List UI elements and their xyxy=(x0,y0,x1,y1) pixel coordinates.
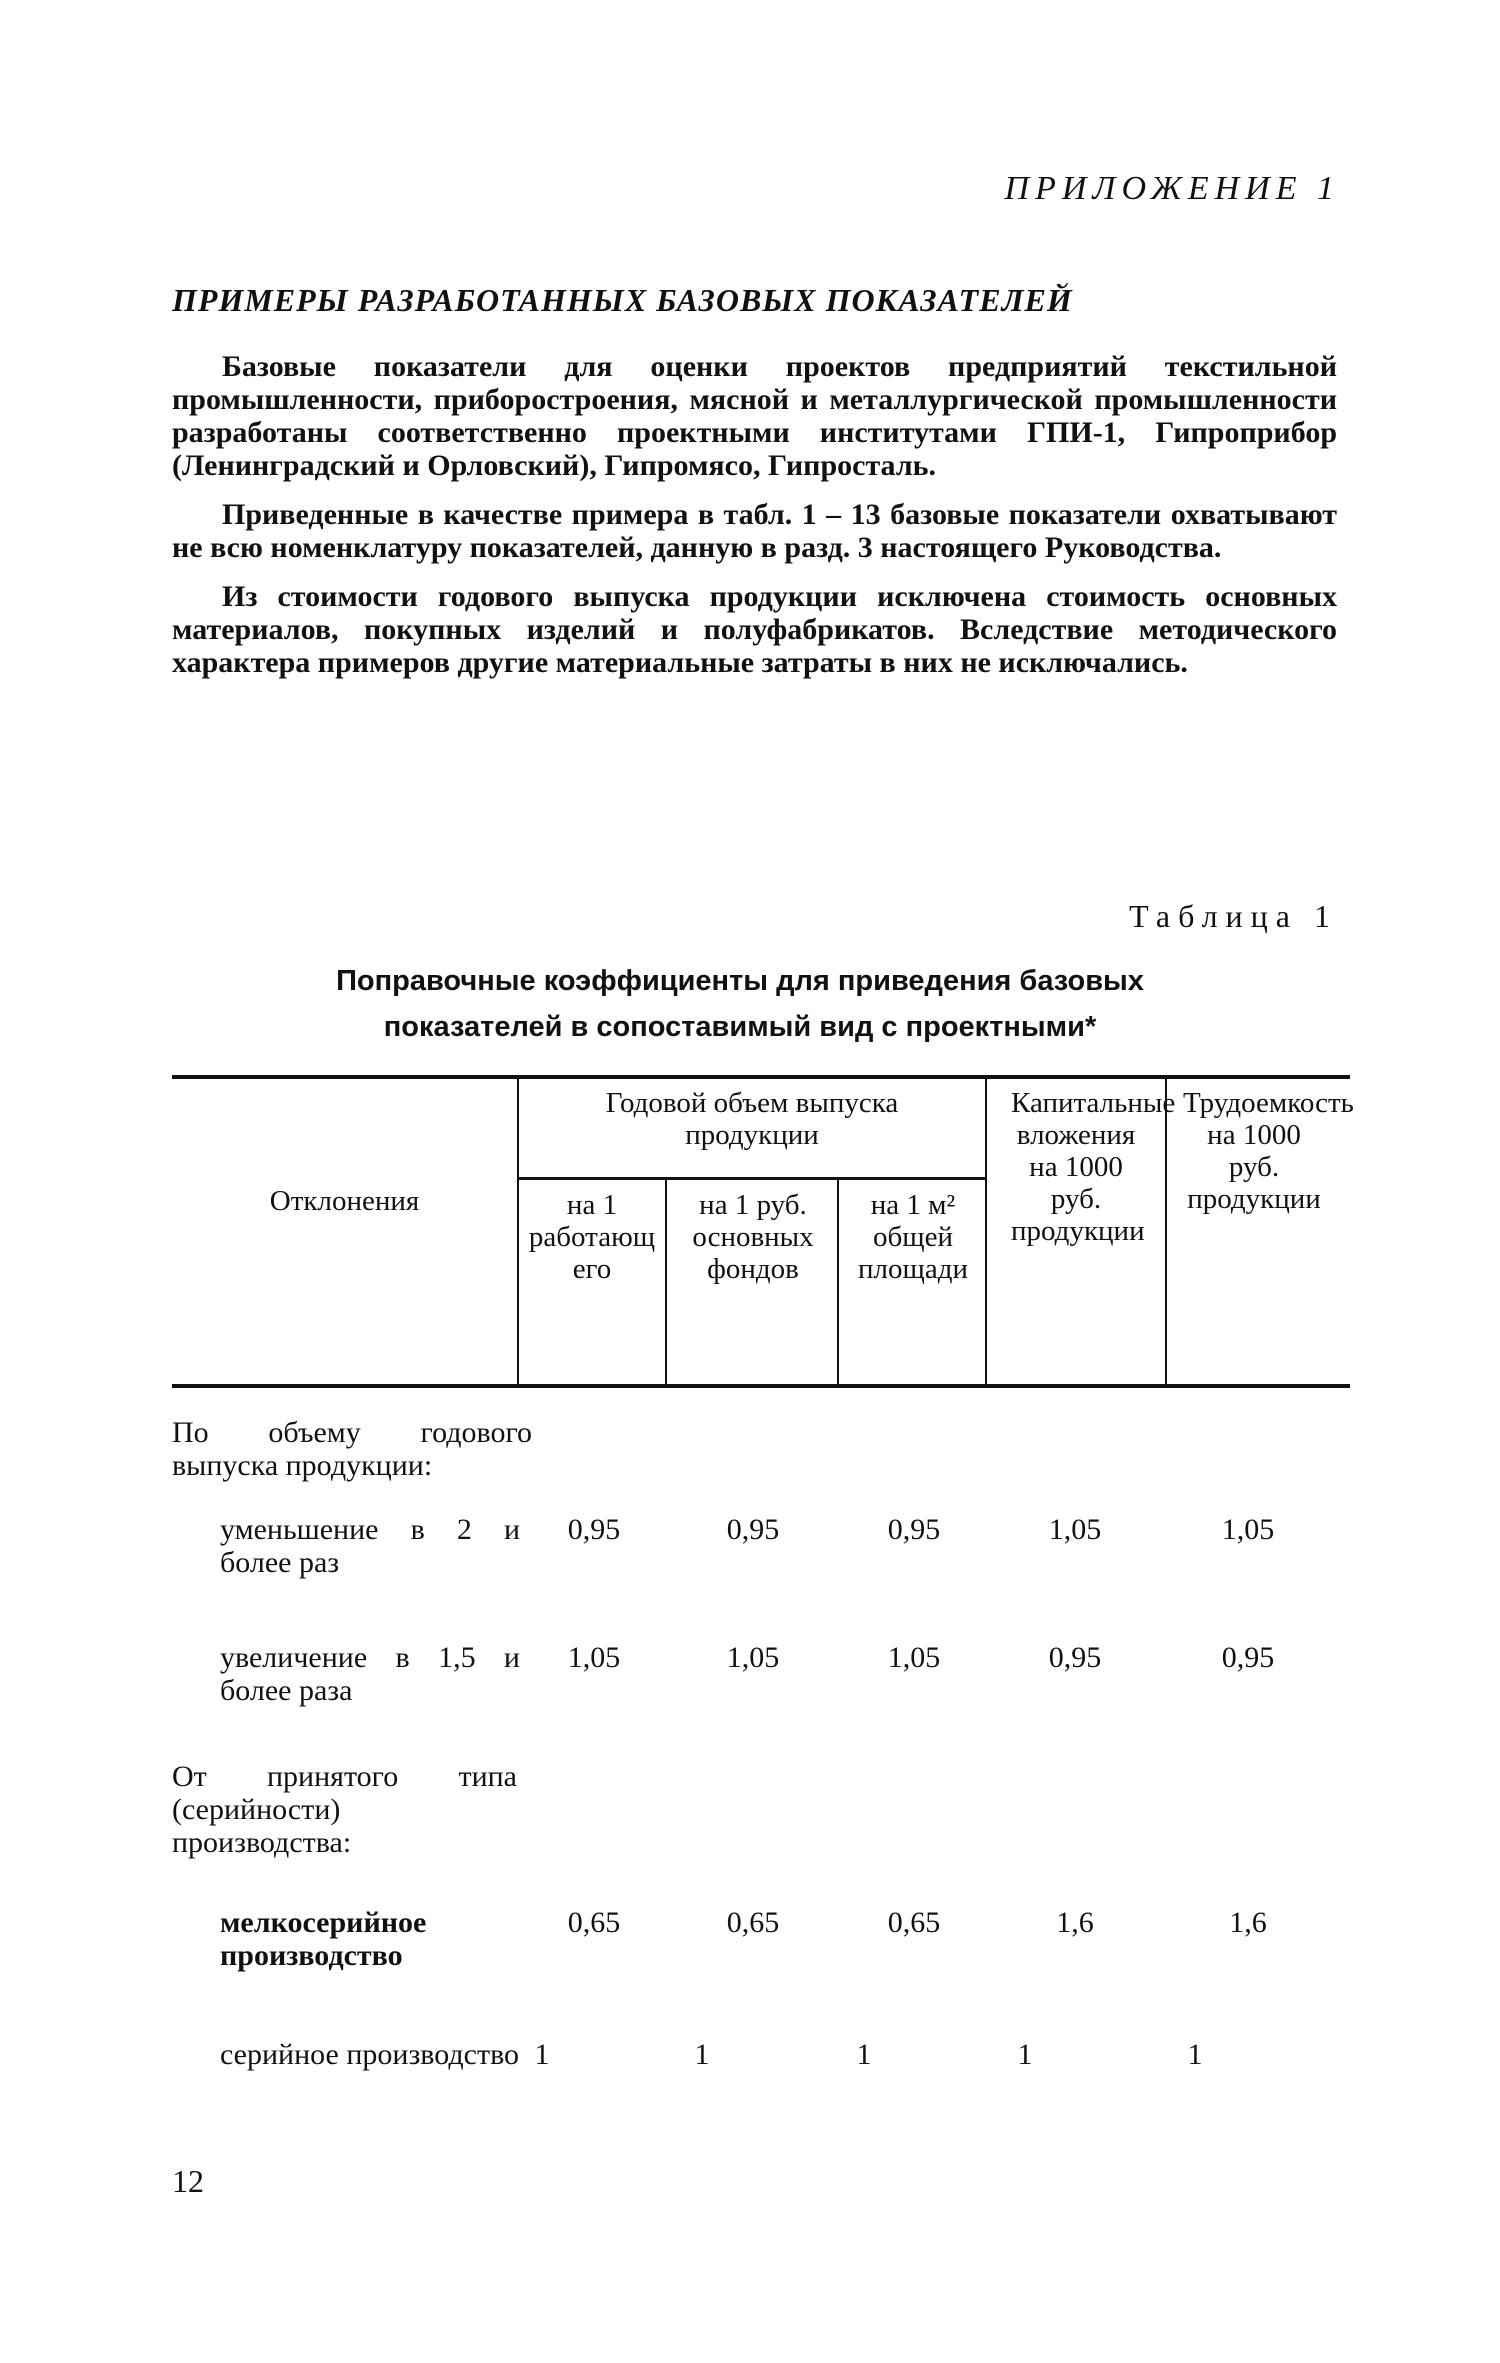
group-title: По объему годового выпуска продукции: xyxy=(172,1416,532,1482)
row-label: уменьшение в 2 и более раз xyxy=(220,1513,520,1579)
coefficients-table xyxy=(172,1075,1354,2071)
value-per-m2-area: 1,05 xyxy=(887,1641,941,1674)
value-labor-intensity: 1,05 xyxy=(1221,1513,1275,1546)
value-per-m2-area: 0,65 xyxy=(887,1906,941,1939)
header-per-ruble-assets: на 1 руб. основных фондов xyxy=(692,1189,814,1285)
value-per-m2-area: 0,95 xyxy=(887,1513,941,1546)
value-per-worker: 1 xyxy=(534,2038,550,2071)
value-capital-investment: 1,6 xyxy=(1056,1906,1094,1939)
column-divider xyxy=(1165,1079,1167,1384)
value-per-ruble-assets: 1 xyxy=(694,2038,710,2071)
group-title: От принятого типа (серийности) производства: xyxy=(172,1760,517,1859)
row-label: мелкосерийное производство xyxy=(220,1906,427,1972)
header-per-m2-area: на 1 м² общей площади xyxy=(858,1189,968,1285)
row-label: серийное производство xyxy=(220,2038,520,2071)
row-label: увеличение в 1,5 и более раза xyxy=(220,1641,520,1707)
table-caption xyxy=(300,958,1180,1050)
value-per-worker: 0,95 xyxy=(567,1513,621,1546)
intro-paragraph: Из стоимости годового выпуска продукции исключена стоимость основных материалов, покупных изделий и полуфабрикатов. Вследствие методического характера примеров другие материальные затраты в них не исключались. xyxy=(172,580,1337,679)
value-per-ruble-assets: 0,65 xyxy=(726,1906,780,1939)
value-per-m2-area: 1 xyxy=(856,2038,872,2071)
header-span-divider xyxy=(517,1177,985,1180)
header-annual-output: Годовой объем выпуска продукции xyxy=(605,1087,899,1151)
header-per-worker: на 1 работающего xyxy=(528,1189,656,1285)
value-labor-intensity: 0,95 xyxy=(1221,1641,1275,1674)
value-labor-intensity: 1 xyxy=(1187,2038,1203,2071)
appendix-label: ПРИЛОЖЕНИЕ 1 xyxy=(1004,170,1340,207)
table-label: Таблица 1 xyxy=(1129,898,1338,934)
intro-paragraph: Приведенные в качестве примера в табл. 1 – 13 базовые показатели охватывают не всю номенклатуру показателей, данную в разд. 3 настоящего Руководства. xyxy=(172,498,1337,564)
header-capital-investment: Капитальные вложения на 1000 руб. продукции xyxy=(1011,1087,1176,1247)
value-capital-investment: 1,05 xyxy=(1048,1513,1102,1546)
table-caption-line: Поправочные коэффициенты для приведения базовых xyxy=(336,965,1144,997)
section-title: ПРИМЕРЫ РАЗРАБОТАННЫХ БАЗОВЫХ ПОКАЗАТЕЛЕЙ xyxy=(172,282,1073,318)
value-labor-intensity: 1,6 xyxy=(1229,1906,1267,1939)
value-capital-investment: 0,95 xyxy=(1048,1641,1102,1674)
column-divider xyxy=(665,1179,667,1384)
header-deviations: Отклонения xyxy=(269,1185,420,1217)
header-labor-intensity: Трудоемкость на 1000 руб. продукции xyxy=(1183,1087,1354,1215)
value-per-ruble-assets: 0,95 xyxy=(726,1513,780,1546)
value-per-worker: 1,05 xyxy=(567,1641,621,1674)
value-per-ruble-assets: 1,05 xyxy=(726,1641,780,1674)
value-per-worker: 0,65 xyxy=(567,1906,621,1939)
value-capital-investment: 1 xyxy=(1017,2038,1033,2071)
table-header xyxy=(172,1075,1354,1388)
column-divider xyxy=(985,1079,987,1384)
column-divider xyxy=(837,1179,839,1384)
column-divider xyxy=(517,1079,519,1384)
intro-text xyxy=(172,350,1337,679)
page-number: 12 xyxy=(172,2163,204,2199)
table-caption-line: показателей в сопоставимый вид с проектными* xyxy=(383,1011,1097,1043)
intro-paragraph: Базовые показатели для оценки проектов предприятий текстильной промышленности, приборостроения, мясной и металлургической промышленности разработаны соответственно проектными институтами ГПИ-1, Гипроприбор (Ленинградский и Орловский), Гипромясо, Гипросталь. xyxy=(172,350,1337,482)
